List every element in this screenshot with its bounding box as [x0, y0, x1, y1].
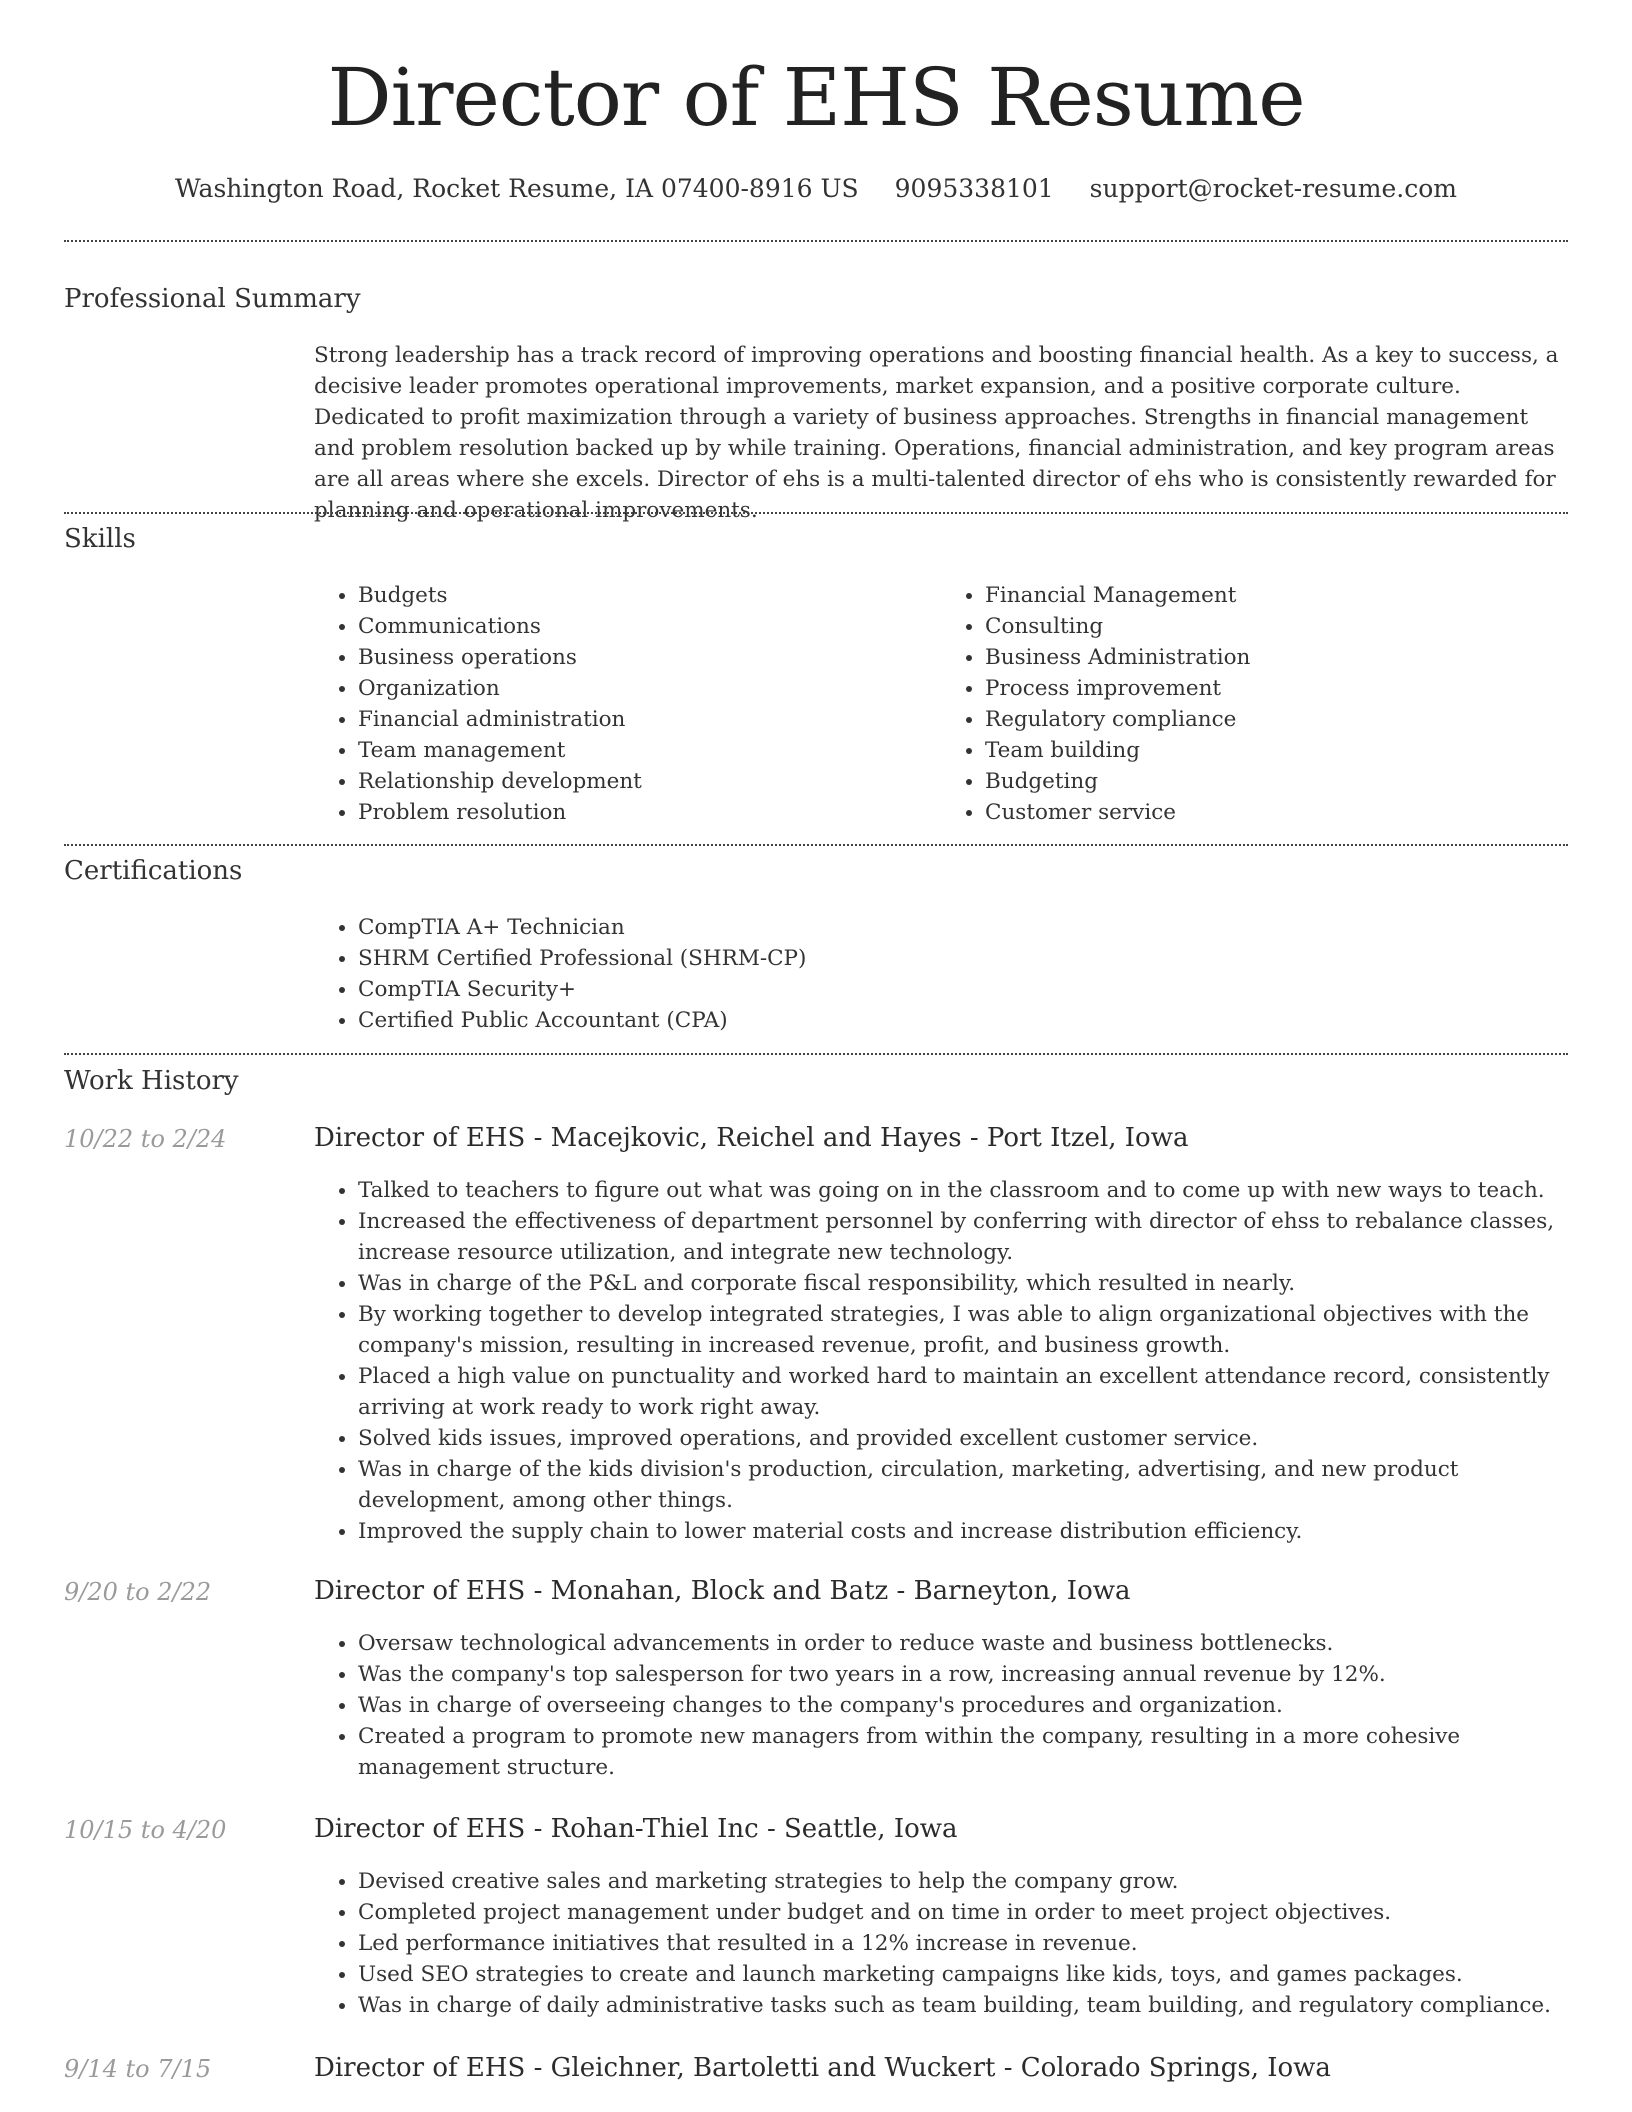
job-bullets [314, 1628, 1568, 1783]
skill-item: • Team management [358, 735, 941, 766]
contact-email[interactable]: support@rocket-resume.com [1089, 174, 1457, 203]
job-title: Director of EHS - Rohan-Thiel Inc - Seattle, Iowa [314, 1814, 958, 1844]
contact-line [64, 174, 1568, 203]
skill-item: • Process improvement [985, 673, 1568, 704]
resume-title: Director of EHS Resume [327, 51, 1305, 144]
job-bullet-list [314, 1866, 1568, 2021]
job-title: Director of EHS - Macejkovic, Reichel and Hayes - Port Itzel, Iowa [314, 1123, 1189, 1153]
header-divider [64, 240, 1568, 242]
job-bullet: • Oversaw technological advancements in order to reduce waste and business bottlenecks. [358, 1628, 1568, 1659]
job-dates: 9/14 to 7/15 [64, 2055, 212, 2083]
certification-item: • CompTIA Security+ [358, 974, 1568, 1005]
job-bullet: • Was in charge of the kids division's production, circulation, marketing, advertising, and new product development, among other things. [358, 1454, 1568, 1516]
skills-list-left [314, 580, 941, 828]
skills-divider [64, 844, 1568, 846]
job-bullet: • Used SEO strategies to create and launch marketing campaigns like kids, toys, and games packages. [358, 1959, 1568, 1990]
job-bullet-list [314, 1628, 1568, 1783]
skill-item: • Business Administration [985, 642, 1568, 673]
certifications-list [314, 912, 1568, 1036]
skill-item: • Communications [358, 611, 941, 642]
contact-phone: 9095338101 [894, 174, 1054, 203]
job-bullet: • Placed a high value on punctuality and worked hard to maintain an excellent attendance record, consistently arriving at work ready to work right away. [358, 1361, 1568, 1423]
job-bullet: • Was in charge of daily administrative tasks such as team building, team building, and regulatory compliance. [358, 1990, 1568, 2021]
job-dates: 9/20 to 2/22 [64, 1578, 212, 1606]
job-bullet: • Devised creative sales and marketing strategies to help the company grow. [358, 1866, 1568, 1897]
certification-item: • CompTIA A+ Technician [358, 912, 1568, 943]
skill-item: • Organization [358, 673, 941, 704]
job-bullet: • By working together to develop integrated strategies, I was able to align organizational objectives with the company's mission, resulting in increased revenue, profit, and business growth. [358, 1299, 1568, 1361]
skill-item: • Business operations [358, 642, 941, 673]
skill-item: • Problem resolution [358, 797, 941, 828]
job-bullets [314, 1866, 1568, 2021]
job-bullet: • Improved the supply chain to lower material costs and increase distribution efficiency. [358, 1516, 1568, 1547]
job-bullet: • Led performance initiatives that resulted in a 12% increase in revenue. [358, 1928, 1568, 1959]
job-bullet: • Solved kids issues, improved operations, and provided excellent customer service. [358, 1423, 1568, 1454]
skill-item: • Customer service [985, 797, 1568, 828]
job-bullet-list [314, 1175, 1568, 1547]
summary-text: Strong leadership has a track record of improving operations and boosting financial health. As a key to success, a decisive leader promotes operational improvements, market expansion, and a positive corporate culture. Dedicated to profit maximization through a variety of business approaches. Strengths in financial management and problem resolution backed up by while training. Operations, financial administration, and key program areas are all areas where she excels. Director of ehs is a multi-talented director of ehs who is consistently rewarded for planning and operational improvements. [314, 343, 1559, 523]
skills-list-right [941, 580, 1568, 828]
summary-divider [64, 512, 1568, 514]
resume-page [64, 0, 1568, 2083]
job-title: Director of EHS - Monahan, Block and Batz - Barneyton, Iowa [314, 1576, 1131, 1606]
skill-item: • Regulatory compliance [985, 704, 1568, 735]
skills-heading: Skills [64, 524, 136, 554]
job-bullet: • Was in charge of overseeing changes to the company's procedures and organization. [358, 1690, 1568, 1721]
skill-item: • Team building [985, 735, 1568, 766]
job-bullet: • Was the company's top salesperson for two years in a row, increasing annual revenue by 12%. [358, 1659, 1568, 1690]
job-bullet: • Was in charge of the P&L and corporate fiscal responsibility, which resulted in nearly. [358, 1268, 1568, 1299]
job-title: Director of EHS - Gleichner, Bartoletti and Wuckert - Colorado Springs, Iowa [314, 2053, 1331, 2083]
summary-heading: Professional Summary [64, 284, 361, 314]
certifications-body [314, 912, 1568, 1036]
work-history-heading: Work History [64, 1066, 239, 1096]
job-bullet: • Talked to teachers to figure out what was going on in the classroom and to come up with new ways to teach. [358, 1175, 1568, 1206]
job-bullets [314, 1175, 1568, 1547]
summary-body [314, 340, 1568, 526]
certification-item: • SHRM Certified Professional (SHRM-CP) [358, 943, 1568, 974]
skill-item: • Budgets [358, 580, 941, 611]
job-dates: 10/15 to 4/20 [64, 1816, 227, 1844]
job-bullet: • Increased the effectiveness of department personnel by conferring with director of ehss to rebalance classes, increase resource utilization, and integrate new technology. [358, 1206, 1568, 1268]
skill-item: • Budgeting [985, 766, 1568, 797]
skills-columns [314, 580, 1568, 828]
certifications-heading: Certifications [64, 856, 243, 886]
skill-item: • Financial Management [985, 580, 1568, 611]
job-bullet: • Created a program to promote new managers from within the company, resulting in a more cohesive management structure. [358, 1721, 1568, 1783]
certifications-divider [64, 1053, 1568, 1055]
skill-item: • Consulting [985, 611, 1568, 642]
certification-item: • Certified Public Accountant (CPA) [358, 1005, 1568, 1036]
skill-item: • Relationship development [358, 766, 941, 797]
skill-item: • Financial administration [358, 704, 941, 735]
job-bullet: • Completed project management under budget and on time in order to meet project objectives. [358, 1897, 1568, 1928]
job-dates: 10/22 to 2/24 [64, 1125, 227, 1153]
contact-address: Washington Road, Rocket Resume, IA 07400-8916 US [175, 174, 859, 203]
